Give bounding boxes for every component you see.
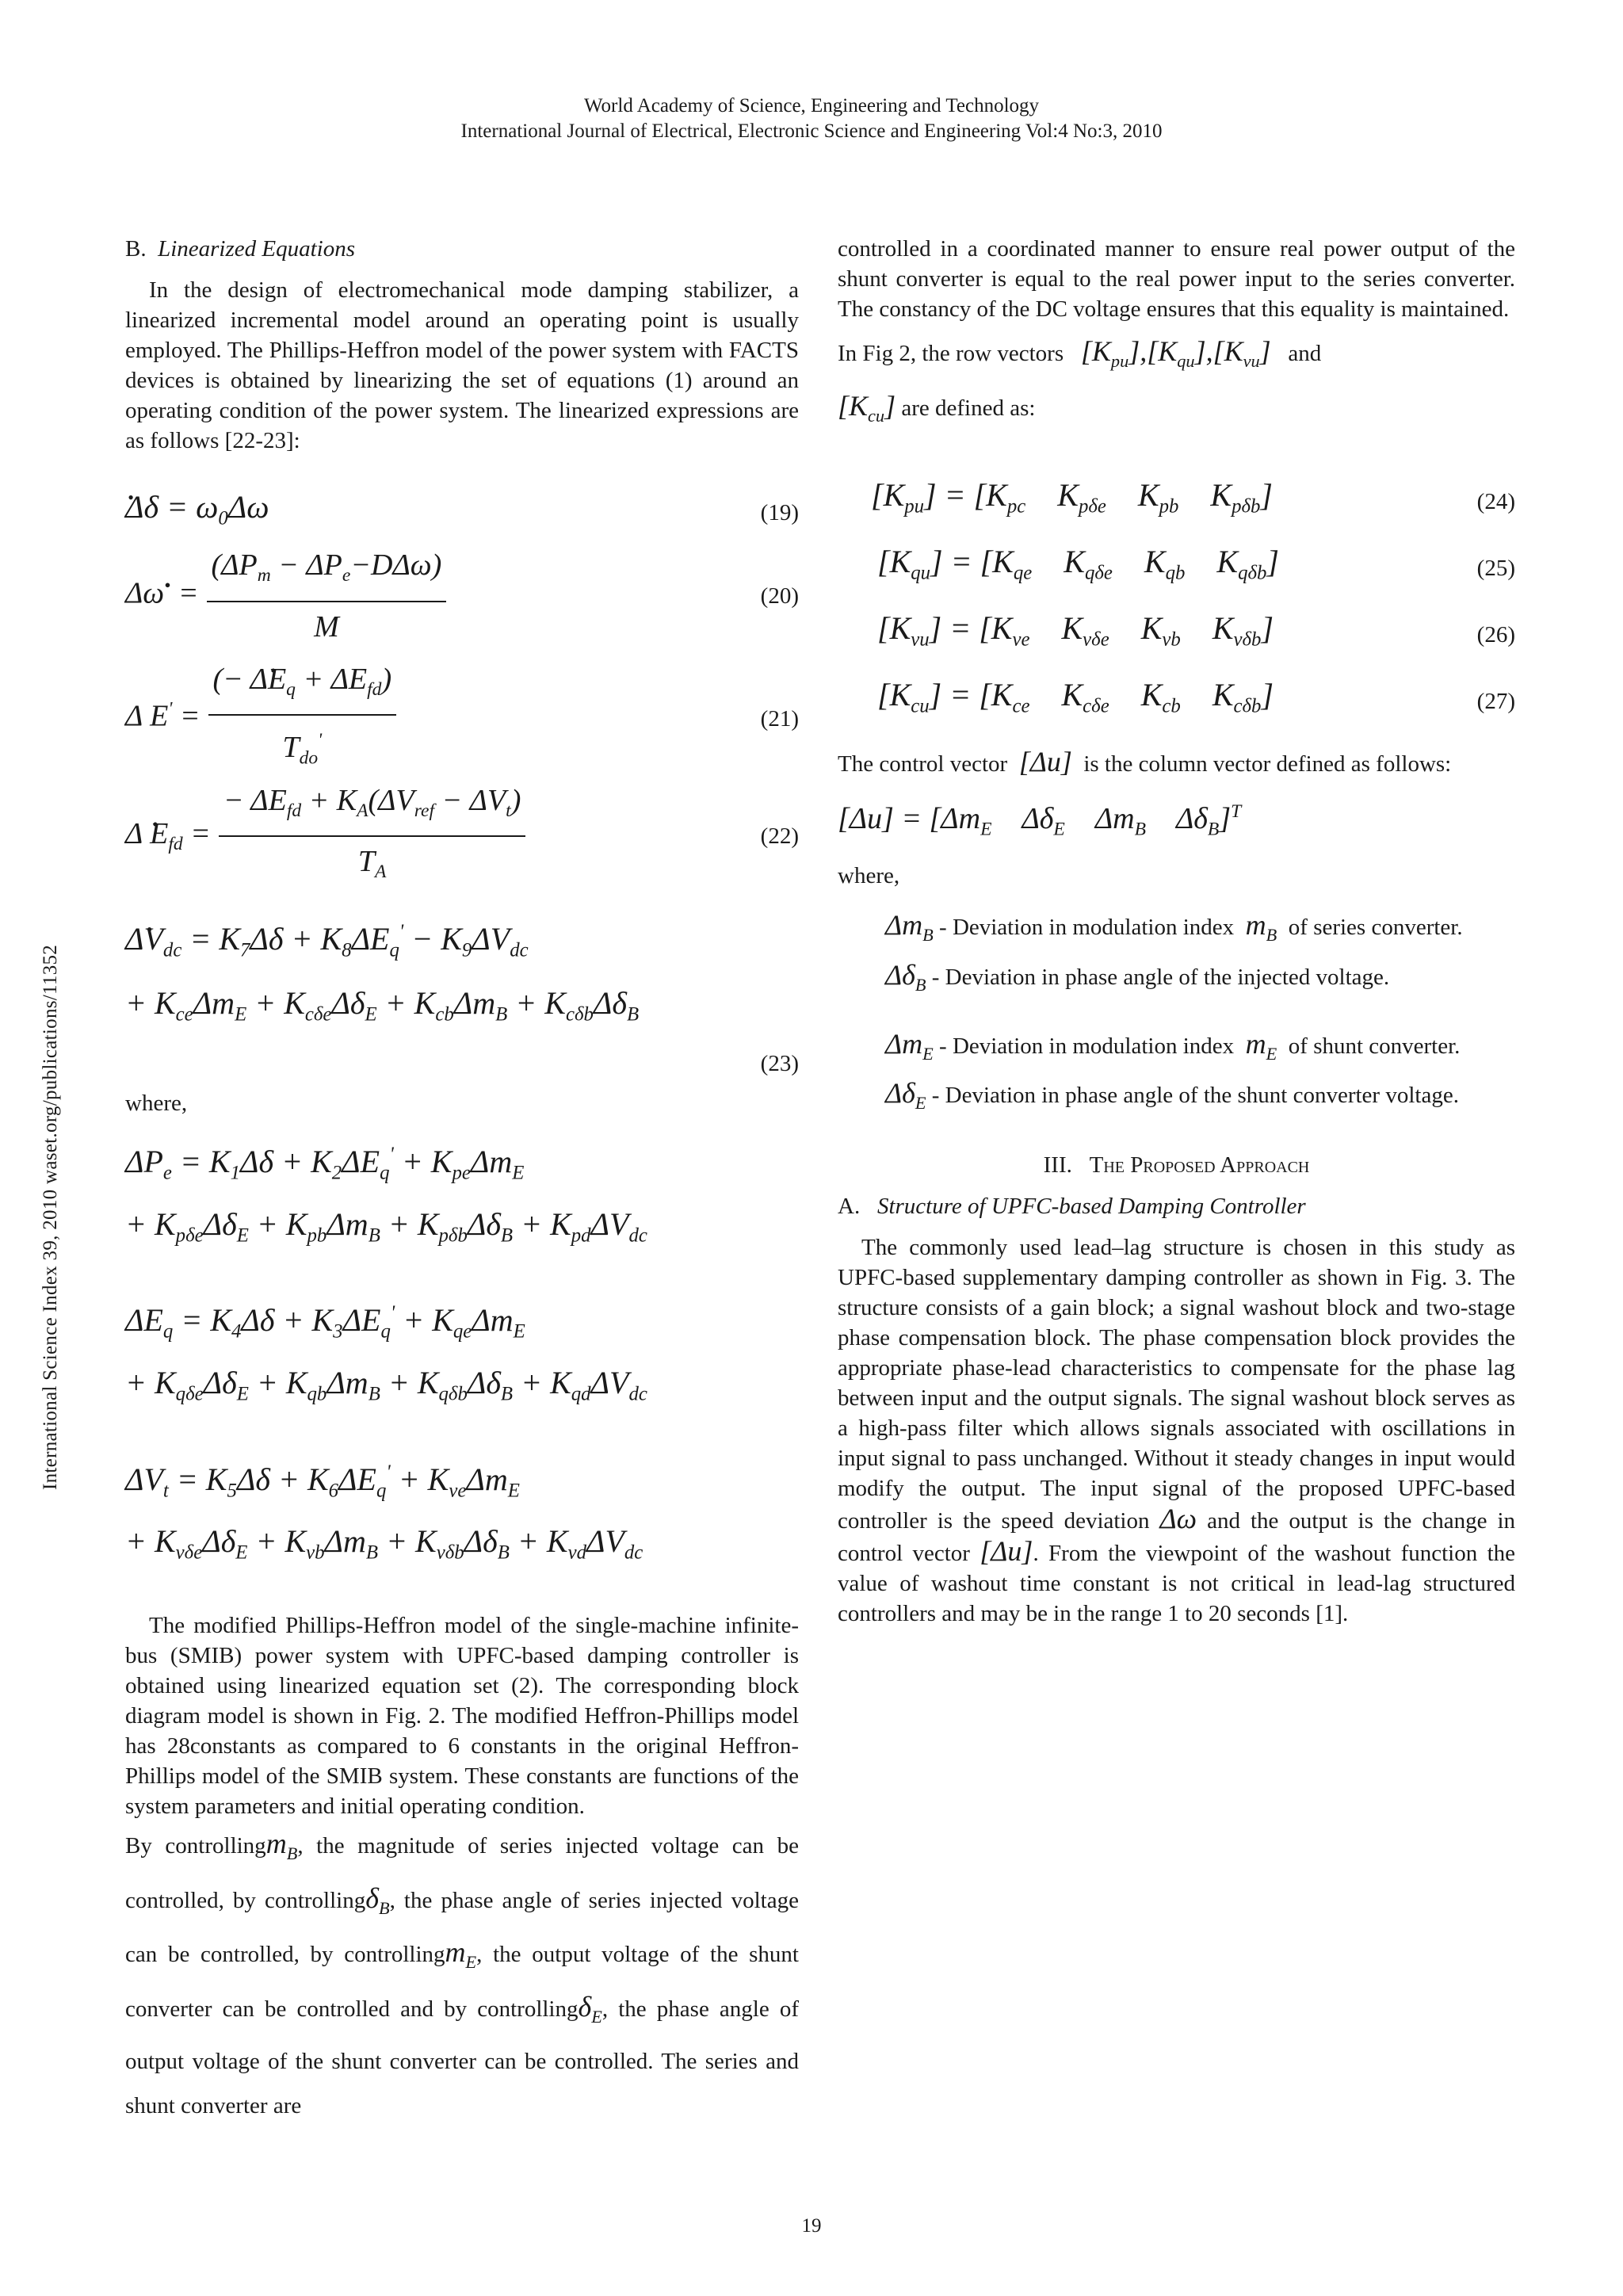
control-vector-text-1: The control vector — [838, 751, 1008, 777]
equation-delta-vt — [125, 1447, 799, 1579]
equation-27-number: (27) — [1476, 688, 1515, 714]
control-text-3: , the phase angle of series injected voltage can be controlled, by controlling — [125, 1887, 799, 1968]
math-me: $m_E$ — [445, 1936, 477, 1973]
control-vector-equation: $[\Delta u] = [\Delta m_E$ $\Delta\delta_E$ $\Delta m_B$ $\Delta\delta_B]^T$ — [838, 800, 1242, 839]
equation-26 — [838, 606, 1515, 663]
equation-27-body: $[K_{cu}] = [K_{ce}$ $K_{c\delta e}$ $K_{cb}$ $K_{c\delta b}$] — [877, 677, 1274, 717]
control-text-2: , the magnitude of series injected voltage can be controlled, by controlling — [125, 1832, 799, 1913]
equation-delta-vt-line-2: + $K_{v\delta e}\Delta\delta_E + K_{vb}\Delta m_B + K_{v\delta b}\Delta\delta_B + K_{vd}\Delta V_{dc}$ — [125, 1523, 643, 1564]
where-label-left: where, — [125, 1091, 188, 1117]
equation-22-body: Δ • $E_{fd}$ = $\frac{- \Delta E_{fd} + K_A(\Delta V_{ref} - \Delta V_t)}{T_A}$ — [125, 779, 799, 893]
equation-20 — [125, 548, 799, 644]
section-heading-b — [125, 234, 799, 264]
section-iii-number: III. — [1043, 1152, 1072, 1179]
equation-delta-eq-line-1: $\Delta E_q = K_4\Delta\delta + K_3\Delta E_q' + K_{qe}\Delta m_E$ — [125, 1302, 525, 1343]
equation-25-body: $[K_{qu}] = [K_{qe}$ $K_{q\delta e}$ $K_{qb}$ $K_{q\delta b}$] — [877, 544, 1279, 584]
math-mb-2: $m_B$ — [1245, 908, 1277, 945]
equation-26-number: (26) — [1476, 621, 1515, 648]
equation-delta-eq — [125, 1288, 799, 1419]
math-delta-u-2: [Δu] — [980, 1535, 1033, 1568]
structure-text-1: The commonly used lead–lag structure is chosen in this study as UPFC-based supplementary damping controller as shown in Fig. 3. The structure consists of a gain block; a signal washout block and two-stage phase compensation block. The phase compensation block provides the appropriate phase-lead characteristics to compensate for the phase lag between input and the output signals. The signal washout block serves as a high-pass filter which allows signals associated with oscillations in input signal to pass unchanged. Without it steady changes in input would modify the output. The input signal of the proposed UPFC-based controller is the speed deviation — [838, 1235, 1515, 1534]
math-delta-e: $\delta_E$ — [578, 1991, 602, 2027]
control-vector-text-2: is the column vector defined as follows: — [1083, 751, 1452, 777]
section-iii-title: The Proposed Approach — [1089, 1152, 1310, 1179]
math-delta-b: $\delta_B$ — [365, 1881, 390, 1918]
control-paragraph — [125, 1821, 799, 2128]
sidebar-citation: International Science Index 39, 2010 waset.org/publications/11352 — [40, 944, 61, 1490]
equation-23 — [125, 906, 799, 1079]
intro-paragraph: In the design of electromechanical mode damping stabilizer, a linearized incremental model around an operating point is usually employed. The Phillips-Heffron model of the power system with FACTS devices is obtained by linearizing the set of equations (1) around an operating condition of the power system. The linearized expressions are as follows [22-23]: — [125, 277, 799, 453]
definition-delta-mb-text-2: of series converter. — [1288, 914, 1463, 940]
math-delta-me: $\Delta m_E$ — [885, 1027, 934, 1064]
equation-delta-vt-line-1: $\Delta V_t = K_5\Delta\delta + K_6\Delta E_q' + K_{ve}\Delta m_E$ — [125, 1461, 520, 1502]
definition-delta-me-text-1: - Deviation in modulation index — [939, 1033, 1235, 1059]
equation-26-body: $[K_{vu}] = [K_{ve}$ $K_{v\delta e}$ $K_{vb}$ $K_{v\delta b}$] — [877, 610, 1274, 651]
equation-23-line-1: Δ• $V_{dc} = K_7\Delta\delta + K_8\Delta E_q' - K_9\Delta V_{dc}$ — [125, 906, 799, 977]
equation-delta-pe — [125, 1129, 799, 1261]
math-delta-mb: $\Delta m_B$ — [885, 908, 934, 945]
subsection-a-title: Structure of UPFC-based Damping Controller — [876, 1194, 1306, 1220]
section-label: B. — [125, 236, 147, 262]
equation-24-body: $[K_{pu}] = [K_{pc}$ $K_{p\delta e}$ $K_{pb}$ $K_{p\delta b}$] — [871, 477, 1273, 518]
equation-22 — [125, 783, 799, 884]
equation-24 — [838, 473, 1515, 530]
definition-delta-de-text: - Deviation in phase angle of the shunt converter voltage. — [931, 1083, 1459, 1109]
math-me-2: $m_E$ — [1245, 1027, 1277, 1064]
math-mb: $m_B$ — [265, 1827, 298, 1863]
math-delta-de: $\Delta\delta_E$ — [885, 1077, 926, 1114]
row-vectors-text-1: In Fig 2, the row vectors — [838, 341, 1064, 366]
model-paragraph: The modified Phillips-Heffron model of the single-machine infinite-bus (SMIB) power system with UPFC-based damping controller is obtained using linearized equation set (2). The corresponding block diagram model is shown in Fig. 2. The modified Heffron-Phillips model has 28constants as compared to 6 constants in the original Heffron-Phillips model of the SMIB system. These constants are functions of the system parameters and initial operating condition. — [125, 1612, 799, 1819]
page-number: 19 — [801, 2215, 822, 2237]
equation-21-number: (21) — [760, 706, 799, 732]
equation-21 — [125, 663, 799, 769]
equation-19-body: • $\Delta\delta = \omega_0\Delta\omega$ — [125, 486, 799, 541]
equation-23-number: (23) — [760, 1051, 799, 1077]
control-text-1: By controlling — [125, 1832, 266, 1859]
equation-delta-eq-line-2: + $K_{q\delta e}\Delta\delta_E + K_{qb}\Delta m_B + K_{q\delta b}\Delta\delta_B + K_{qd}\Delta V_{dc}$ — [125, 1364, 647, 1405]
equation-27 — [838, 673, 1515, 730]
left-column — [125, 234, 799, 2128]
equation-24-number: (24) — [1476, 488, 1515, 514]
row-vectors-text-2: are defined as: — [901, 395, 1036, 421]
math-kcu: $[K_{cu}]$ — [838, 389, 896, 426]
right-column — [838, 234, 1515, 1629]
math-delta-u: [Δu] — [1018, 745, 1072, 777]
equation-21-body: Δ E' = $\frac{(- \Delta• E_q + \Delta E_{fd})}{T_{do}'}$ — [125, 658, 799, 780]
control-vector-paragraph — [838, 744, 1515, 781]
control-text-5: , the phase angle of output voltage of the shunt converter can be controlled. The series and shunt converter are — [125, 1996, 799, 2119]
equation-22-number: (22) — [760, 823, 799, 849]
structure-text-2: and the output is the change in control vector — [838, 1508, 1516, 1567]
math-row-vectors: $[K_{pu}],[K_{qu}],[K_{vu}]$ — [1080, 335, 1271, 371]
definition-delta-db — [885, 960, 1515, 1000]
definition-delta-mb-text-1: - Deviation in modulation index — [939, 914, 1235, 940]
journal-header — [0, 94, 1623, 144]
definition-delta-me — [885, 1029, 1515, 1069]
equation-20-number: (20) — [760, 583, 799, 609]
definition-delta-mb — [885, 910, 1515, 950]
equation-25-number: (25) — [1476, 555, 1515, 581]
section-title: Linearized Equations — [158, 236, 356, 262]
equation-delta-pe-line-2: + $K_{p\delta e}\Delta\delta_E + K_{pb}\Delta m_B + K_{p\delta b}\Delta\delta_B + K_{pd}\Delta V_{dc}$ — [125, 1205, 647, 1247]
subsection-heading-a — [838, 1191, 1515, 1221]
where-label-right: where, — [838, 862, 900, 888]
equation-19-number: (19) — [760, 500, 799, 525]
equation-25 — [838, 540, 1515, 597]
math-delta-omega: Δω — [1159, 1503, 1197, 1535]
definition-delta-de — [885, 1078, 1515, 1118]
header-line-1: World Academy of Science, Engineering and Technology — [583, 95, 1040, 117]
structure-paragraph — [838, 1232, 1515, 1629]
subsection-a-label: A. — [838, 1194, 861, 1220]
equation-19 — [125, 489, 799, 537]
row-vectors-and: and — [1288, 341, 1322, 366]
definition-delta-me-text-2: of shunt converter. — [1288, 1033, 1461, 1059]
structure-text-3: . From the viewpoint of the washout function the value of washout time constant is not critical in lead-lag structured controllers and may be in the range 1 to 20 seconds [1]. — [838, 1541, 1516, 1627]
definition-delta-db-text: - Deviation in phase angle of the injected voltage. — [931, 964, 1390, 990]
row-vectors-paragraph — [838, 329, 1515, 438]
continuation-paragraph: controlled in a coordinated manner to ensure real power output of the shunt converter is equal to the real power input to the series converter. The constancy of the DC voltage ensures that this equality is maintained. — [838, 236, 1515, 322]
math-delta-db: $\Delta\delta_B$ — [885, 958, 926, 995]
equation-23-line-2: + $K_{ce}\Delta m_E + K_{c\delta e}\Delta\delta_E + K_{cb}\Delta m_B + K_{c\delta b}\Delta\delta_B$ — [125, 984, 640, 1026]
section-heading-iii — [838, 1150, 1515, 1180]
equation-delta-pe-line-1: $\Delta P_e = K_1\Delta\delta + K_2\Delta E_q' + K_{pe}\Delta m_E$ — [125, 1144, 525, 1184]
control-text-4: , the output voltage of the shunt converter can be controlled and by controlling — [125, 1942, 799, 2023]
equation-20-body: Δω• = $\frac{(\Delta P_m - \Delta P_e-D\Delta\omega)}{M}$ — [125, 544, 799, 648]
header-line-2: International Journal of Electrical, Electronic Science and Engineering Vol:4 No:3, 2010 — [460, 120, 1163, 142]
